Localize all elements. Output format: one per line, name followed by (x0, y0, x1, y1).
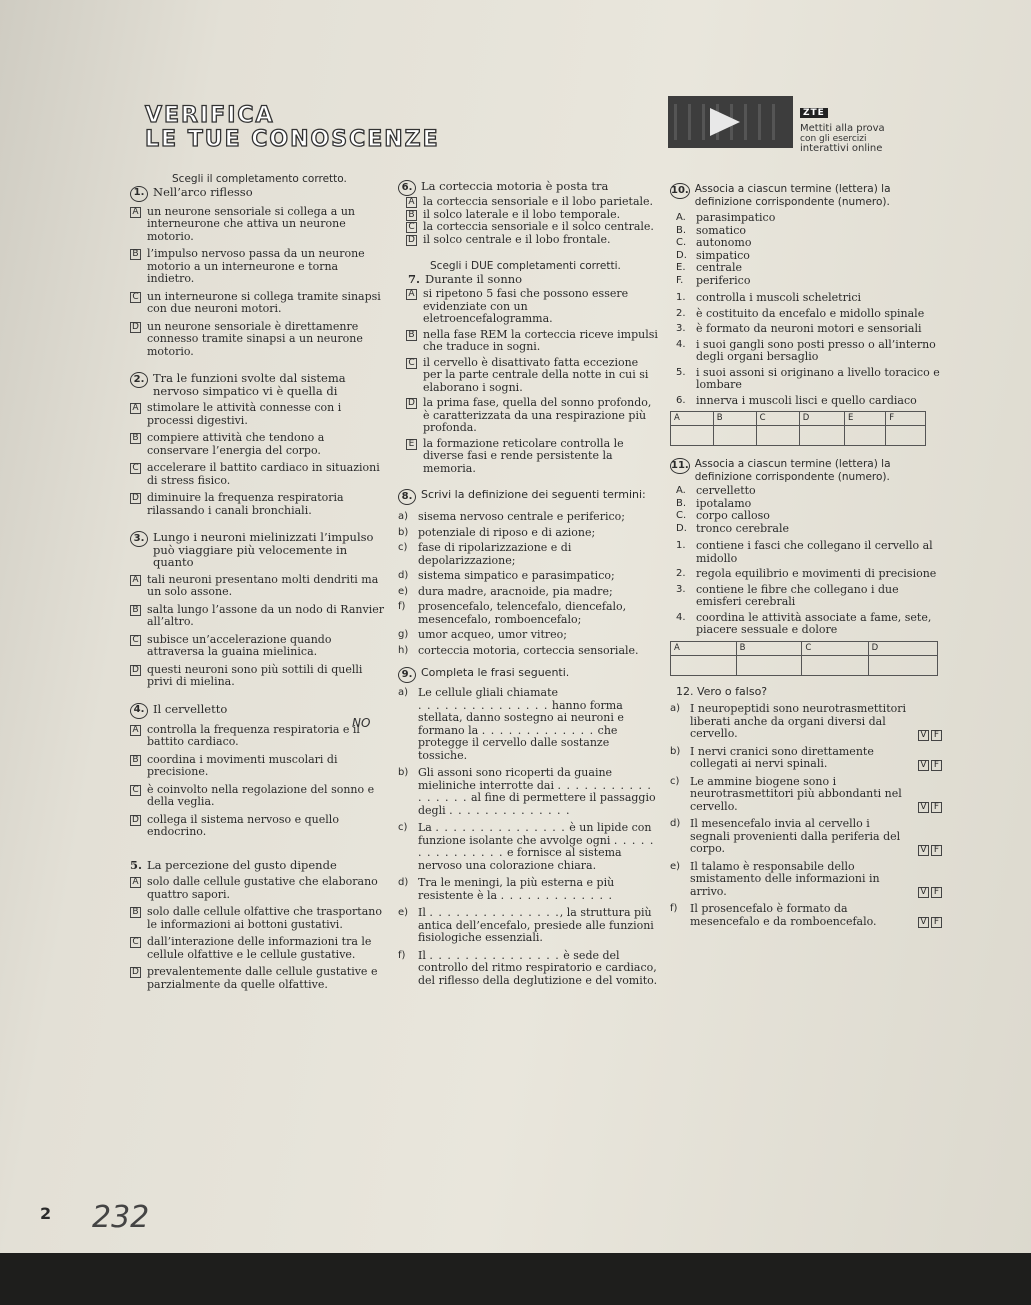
definition-term-item (398, 542, 660, 567)
title-le-tue-conoscenze: LE TUE CONOSCENZE (145, 127, 440, 152)
question-7: 7. Durante il sonno A si ripetono 5 fasi che possono essere evidenziate con un eletroencefalogramma. B nella fase REM la corteccia riceve impulsi che traduce in sogni. C il cervello è disattivato fatta eccezione per la parte centrale della notte in cui si elaborano i sogni. D la prima fase, quella del sonno profondo, è caratterizzata da una respirazione più profonda. E la formazione reticolare controlla le diverse fasi e rende persistente la memoria. (398, 273, 660, 476)
false-checkbox[interactable]: F (931, 802, 942, 813)
option-d[interactable]: D un neurone sensoriale è direttamenre connesso tramite sinapsi a un neurone motorio. (130, 321, 388, 359)
false-checkbox[interactable]: F (931, 845, 942, 856)
term-letter: B. (676, 224, 687, 236)
definition-term-item (398, 511, 660, 524)
true-checkbox[interactable]: V (918, 730, 929, 741)
true-checkbox[interactable]: V (918, 760, 929, 771)
option-b[interactable]: B coordina i movimenti muscolari di precisione. (130, 754, 388, 779)
item-letter: g) (398, 629, 409, 640)
column-1 (130, 173, 388, 991)
grid-answer-cell[interactable] (886, 426, 926, 446)
blank-field[interactable]: . . . . . . . . . . . . . . . (418, 698, 549, 712)
question-3: 3. Lungo i neuroni mielinizzati l’impulso può viaggiare più velocemente in quanto A tali neuroni presentano molti dendriti ma un solo assone. B salta lungo l’assone da un nodo di Ranvier all’altro. C subisce un’accelerazione quando attraversa la guaina mielinica. D questi neuroni sono più sottili di quelli privi di mielina. (130, 531, 388, 689)
blank-field[interactable]: . . . . . . . . . . . . . . . (429, 948, 560, 962)
sentence-d: d) Tra le meningi, la più esterna e più resistente è la . . . . . . . . . . . . . (398, 876, 615, 902)
grid-answer-cell[interactable] (868, 655, 937, 675)
definition-term-item (398, 527, 660, 540)
grid-answer-row (671, 655, 938, 675)
true-false-item (670, 703, 942, 741)
blank-field[interactable]: . . . . . . . . . . . . . . . (435, 821, 566, 834)
item-letter: c) (398, 542, 408, 553)
page-header (145, 104, 440, 152)
true-false-boxes (918, 844, 942, 856)
item-text: umor acqueo, umor vitreo; (418, 628, 568, 641)
definition-text: è formato da neuroni motori e sensoriali (696, 322, 922, 335)
grid-header-cell: B (713, 412, 756, 426)
item-text: fase di ripolarizzazione e di depolarizzazione; (418, 541, 572, 567)
item-text: I nervi cranici sono direttamente collegati ai nervi spinali. (690, 744, 874, 770)
definition-item (676, 395, 942, 408)
true-false-boxes (918, 729, 942, 741)
definition-number: 5. (676, 366, 686, 378)
question-10: 10. Associa a ciascun termine (lettera) la definizione corrispondente (numero). A. parasimpatico B. somatico C. autonomo D. simpatico E. centrale F. periferico 1. controlla i muscoli scheletrici 2. è costituito da encefalo e midollo spinale 3. è formato da neuroni motori e sensoriali 4. i suoi gangli sono posti presso o all’interno degli organi bersaglio 5. i suoi assoni si originano a livello toracico e lombare 6. innerva i muscoli lisci e quello cardiaco A B C D E F (670, 183, 942, 446)
definition-number: 4. (676, 338, 686, 350)
question-2: 2. Tra le funzioni svolte dal sistema nervoso simpatico vi è quella di A stimolare le attività connesse con i processi digestivi. B compiere attività che tendono a conservare l’energia del corpo. C accelerare il battito cardiaco in situazioni di stress fisico. D diminuire la frequenza respiratoria rilassando i canali bronchiali. (130, 372, 388, 517)
sentence-f: f) Il . . . . . . . . . . . . . . . è sede del controllo del ritmo respiratorio e cardiaco, del riflesso della deglutizione e del vomito. (398, 948, 658, 987)
true-checkbox[interactable]: V (918, 917, 929, 928)
option-b[interactable]: B l’impulso nervoso passa da un neurone motorio a un interneurone e torna indietro. (130, 248, 388, 286)
option-d[interactable]: D diminuire la frequenza respiratoria rilassando i canali bronchiali. (130, 492, 388, 517)
item-letter: d) (398, 570, 409, 581)
definition-item (676, 612, 942, 637)
term-item (676, 510, 942, 523)
definition-terms-list (398, 511, 660, 657)
instruction-choose-two: Scegli i DUE completamenti corretti. (430, 260, 621, 272)
grid-answer-cell[interactable] (713, 426, 756, 446)
grid-answer-cell[interactable] (802, 655, 868, 675)
sentence-a: a) Le cellule gliali chiamate . . . . . . . . . . . . . . . hanno forma stellata, danno sostegno ai neuroni e formano la . . . . . . . . . . . . . che protegge il cervello dalle sostanze tossiche. (398, 686, 624, 762)
grid-header-cell: A (671, 641, 737, 655)
question-9: 9. Completa le frasi seguenti. a) Le cellule gliali chiamate . . . . . . . . . . . . . . . hanno forma stellata, danno sostegno ai neuroni e formano la . . . . . . . . . . . . . che protegge il cervello dalle sostanze tossiche. b) Gli assoni sono ricoperti da guaine mieliniche interrotte dai . . . . . . . . . . . . . . . . . al fine di permettere il passaggio degli . . . . . . . . . . . . . . c) La . . . . . . . . . . . . . . . è un lipide con funzione isolante che avvolge ogni . . . . . . . . . . . . . . . e fornisce al sistema nervoso una colorazione chiara. d) Tra le meningi, la più esterna e più resistente è la . . . . . . . . . . . . . e) Il . . . . . . . . . . . . . . ., la struttura più antica dell’encefalo, presiede alle funzioni fisiologiche essenziali. f) Il . . . . . . . . . . . . . . . è sede del controllo del ritmo respiratorio e cardiaco, del riflesso della deglutizione e del vomito. (398, 667, 660, 987)
item-text: dura madre, aracnoide, pia madre; (418, 584, 613, 598)
false-checkbox[interactable]: F (931, 760, 942, 771)
option-a[interactable]: A la corteccia sensoriale e il lobo parietale. (406, 196, 660, 209)
term-text: corpo calloso (696, 509, 770, 522)
item-text: Il mesencefalo invia al cervello i segnali provenienti dalla periferia del corpo. (690, 817, 901, 855)
grid-answer-row (671, 426, 926, 446)
term-letter: D. (676, 249, 687, 261)
grid-header-cell: C (756, 412, 799, 426)
grid-header-cell: D (868, 641, 937, 655)
option-c[interactable]: C è coinvolto nella regolazione del sonno e della veglia. (130, 784, 388, 809)
option-b[interactable]: B compiere attività che tendono a conservare l’energia del corpo. (130, 432, 388, 457)
blank-field[interactable]: . . . . . . . . . . . . . (481, 723, 595, 737)
grid-answer-cell[interactable] (671, 655, 737, 675)
item-text: sistema simpatico e parasimpatico; (418, 569, 615, 582)
sentence-b: b) Gli assoni sono ricoperti da guaine mieliniche interrotte dai . . . . . . . . . . . . . . . . . al fine di permettere il passaggio degli . . . . . . . . . . . . . . (398, 766, 656, 817)
grid-header-cell: C (802, 641, 868, 655)
item-letter: a) (670, 703, 681, 714)
question-6: 6. La corteccia motoria è posta tra A la corteccia sensoriale e il lobo parietale. B il solco laterale e il lobo temporale. C la corteccia sensoriale e il solco centrale. D il solco centrale e il lobo frontale. (398, 180, 660, 246)
definition-term-item (398, 570, 660, 583)
blank-field[interactable]: . . . . . . . . . . . . . . . (429, 906, 560, 919)
grid-answer-cell[interactable] (844, 426, 885, 446)
sentence-c: c) La . . . . . . . . . . . . . . . è un lipide con funzione isolante che avvolge ogni . . . . . . . . . . . . . . . e fornisce al sistema nervoso una colorazione chiara. (398, 821, 655, 872)
term-letter: C. (676, 510, 687, 521)
term-text: parasimpatico (696, 211, 776, 224)
grid-answer-cell[interactable] (671, 426, 714, 446)
option-a[interactable]: A si ripetono 5 fasi che possono essere evidenziate con un eletroencefalogramma. (406, 288, 660, 326)
column-3 (670, 183, 942, 928)
item-text: Le ammine biogene sono i neurotrasmettitori più abbondanti nel cervello. (690, 774, 902, 813)
term-text: autonomo (696, 236, 752, 249)
item-text: corteccia motoria, corteccia sensoriale. (418, 643, 639, 657)
question-title: Nell’arco riflesso (153, 184, 253, 199)
grid-header-cell: A (671, 412, 714, 426)
item-letter: e) (398, 585, 409, 597)
option-d[interactable]: D collega il sistema nervoso e quello endocrino. (130, 814, 388, 839)
option-a[interactable]: A un neurone sensoriale si collega a un interneurone che attiva un neurone motorio. (130, 206, 388, 244)
blank-field[interactable]: . . . . . . . . . . . . . . (449, 803, 571, 817)
definition-term-item (398, 629, 660, 642)
true-false-item (670, 746, 942, 771)
false-checkbox[interactable]: F (931, 730, 942, 741)
item-text: Il prosencefalo è formato da mesencefalo e da romboencefalo. (690, 902, 877, 928)
definition-item (676, 584, 942, 609)
item-letter: h) (398, 644, 409, 656)
item-text: potenziale di riposo e di azione; (418, 525, 596, 539)
term-text: ipotalamo (696, 496, 752, 510)
option-c[interactable]: C subisce un’accelerazione quando attraversa la guaina mielinica. (130, 634, 388, 659)
definition-text: i suoi gangli sono posti presso o all’interno degli organi bersaglio (696, 337, 936, 363)
question-title: 12. Vero o falso? (676, 684, 768, 698)
definition-term-item (398, 645, 660, 658)
question-12 (670, 686, 942, 929)
question-1 (130, 186, 388, 359)
term-letter: D. (676, 522, 687, 534)
question-11: 11. Associa a ciascun termine (lettera) la definizione corrispondente (numero). A. cervelletto B. ipotalamo C. corpo calloso D. tronco cerebrale 1. contiene i fasci che collegano il cervello al midollo 2. regola equilibrio e movimenti di precisione 3. contiene le fibre che collegano i due emisferi cerebrali 4. coordina le attività associate a fame, sete, piacere sessuale e dolore A B C D (670, 458, 942, 676)
column-2 (398, 180, 660, 987)
definition-text: i suoi assoni si originano a livello toracico e lombare (696, 365, 940, 391)
option-c[interactable]: C il cervello è disattivato fatta eccezione per la parte centrale della notte in cui si elaborano i sogni. (406, 357, 660, 395)
answer-grid (670, 641, 938, 676)
term-item (676, 212, 942, 225)
option-d[interactable]: D questi neuroni sono più sottili di quelli privi di mielina. (130, 664, 388, 689)
question-8: 8. Scrivi la definizione dei seguenti termini: a) sisema nervoso centrale e periferico; b) potenziale di riposo e di azione; c) fase di ripolarizzazione e di depolarizzazione; d) sistema simpatico e parasimpatico; e) dura madre, aracnoide, pia madre; f) prosencefalo, telencefalo, diencefalo, mesencefalo, romboencefalo; g) umor acqueo, umor vitreo; h) corteccia motoria, corteccia sensoriale. (398, 489, 660, 657)
title-verifica: VERIFICA (145, 103, 275, 128)
definition-number: 2. (676, 307, 686, 319)
definition-text: contiene le fibre che collegano i due emisferi cerebrali (696, 582, 899, 608)
definition-number: 3. (676, 323, 686, 334)
play-arrow-icon (710, 108, 740, 136)
term-letter: E. (676, 262, 686, 273)
handwritten-number: 232 (92, 1200, 150, 1235)
item-text: I neuropeptidi sono neurotrasmettitori liberati anche da organi diversi dal cervello. (690, 702, 907, 740)
grid-header-row (671, 412, 926, 426)
option-c[interactable]: C accelerare il battito cardiaco in situazioni di stress fisico. (130, 462, 388, 487)
blank-field[interactable]: . . . . . . . . . . . . . . . (418, 833, 655, 859)
definition-text: innerva i muscoli lisci e quello cardiaco (696, 393, 917, 407)
item-letter: b) (670, 745, 681, 757)
blank-field[interactable]: . . . . . . . . . . . . . . . . . (418, 778, 652, 804)
option-b[interactable]: B solo dalle cellule olfattive che trasportano le informazioni ai bottoni gustativi. (130, 906, 388, 931)
interactive-banner-image (668, 96, 793, 148)
definition-item (676, 540, 942, 565)
definition-number: 6. (676, 394, 686, 406)
true-false-item (670, 818, 942, 856)
definition-item (676, 292, 942, 305)
page-number: 2 (40, 1204, 52, 1223)
definition-item (676, 339, 942, 364)
grid-header-cell: F (886, 412, 926, 426)
item-letter: e) (670, 860, 681, 872)
false-checkbox[interactable]: F (931, 917, 942, 928)
grid-header-cell: E (844, 412, 885, 426)
term-letter: F. (676, 274, 684, 286)
definition-number: 2. (676, 568, 686, 579)
term-letter: A. (676, 212, 686, 223)
handwritten-note: NO (352, 716, 371, 730)
item-letter: a) (398, 511, 409, 522)
option-c[interactable]: C la corteccia sensoriale e il solco centrale. (406, 221, 660, 234)
definitions-list (670, 292, 942, 407)
answer-grid (670, 411, 926, 446)
option-a[interactable]: A controlla la frequenza respiratoria e il battito cardiaco. (130, 724, 388, 749)
online-exercises-note: Mettiti alla prova con gli esercizi interattivi online (800, 123, 885, 154)
zte-badge: ZTE (800, 108, 828, 118)
item-letter: c) (670, 775, 680, 787)
option-a[interactable]: A solo dalle cellule gustative che elaborano quattro sapori. (130, 876, 388, 901)
option-b[interactable]: B salta lungo l’assone da un nodo di Ranvier all’altro. (130, 604, 388, 629)
definition-number: 1. (676, 292, 686, 303)
terms-list (670, 212, 942, 287)
item-text: Il talamo è responsabile dello smistamento delle informazioni in arrivo. (690, 859, 880, 898)
definitions-list (670, 540, 942, 637)
instruction-choose: Scegli il completamento corretto. (172, 173, 347, 185)
option-e[interactable]: E la formazione reticolare controlla le diverse fasi e rende persistente la memoria. (406, 438, 660, 476)
item-letter: d) (670, 818, 681, 829)
terms-list (670, 485, 942, 535)
term-text: simpatico (696, 248, 750, 262)
grid-answer-cell[interactable] (756, 426, 799, 446)
definition-text: regola equilibrio e movimenti di precisione (696, 567, 937, 580)
true-false-item (670, 776, 942, 814)
term-item (676, 262, 942, 275)
definition-item (676, 367, 942, 392)
option-c[interactable]: C un interneurone si collega tramite sinapsi con due neuroni motori. (130, 291, 388, 316)
definition-term-item (398, 586, 660, 599)
grid-header-row (671, 641, 938, 655)
dark-bottom-edge (0, 1253, 1031, 1305)
true-false-boxes (918, 801, 942, 813)
grid-header-cell: D (799, 412, 844, 426)
item-letter: f) (398, 601, 406, 612)
term-text: centrale (696, 261, 743, 274)
option-a[interactable]: A tali neuroni presentano molti dendriti ma un solo assone. (130, 574, 388, 599)
true-checkbox[interactable]: V (918, 845, 929, 856)
true-false-boxes (918, 916, 942, 928)
true-checkbox[interactable]: V (918, 887, 929, 898)
option-b[interactable]: B il solco laterale e il lobo temporale. (406, 209, 660, 222)
grid-answer-cell[interactable] (736, 655, 802, 675)
item-letter: b) (398, 526, 409, 538)
definition-item (676, 568, 942, 581)
option-d[interactable]: D il solco centrale e il lobo frontale. (406, 234, 660, 247)
blank-field[interactable]: . . . . . . . . . . . . . (500, 888, 614, 902)
item-letter: f) (670, 903, 678, 914)
true-false-item (670, 903, 942, 928)
true-checkbox[interactable]: V (918, 802, 929, 813)
true-false-item (670, 861, 942, 899)
item-text: sisema nervoso centrale e periferico; (418, 510, 625, 523)
term-letter: C. (676, 237, 687, 248)
option-c[interactable]: C dall’interazione delle informazioni tra le cellule olfattive e le cellule gustative. (130, 936, 388, 961)
definition-text: contiene i fasci che collegano il cervello al midollo (696, 539, 933, 565)
option-a[interactable]: A stimolare le attività connesse con i processi digestivi. (130, 402, 388, 427)
definition-number: 3. (676, 583, 686, 595)
term-item (676, 523, 942, 536)
grid-header-cell: B (736, 641, 802, 655)
definition-number: 1. (676, 540, 686, 551)
question-number: 1. (130, 186, 148, 202)
sentence-e: e) Il . . . . . . . . . . . . . . ., la struttura più antica dell’encefalo, presiede alle funzioni fisiologiche essenziali. (398, 906, 654, 944)
true-false-boxes (918, 886, 942, 898)
false-checkbox[interactable]: F (931, 887, 942, 898)
term-text: cervelletto (696, 484, 756, 497)
definition-item (676, 308, 942, 321)
definition-text: coordina le attività associate a fame, sete, piacere sessuale e dolore (696, 610, 932, 636)
item-text: prosencefalo, telencefalo, diencefalo, mesencefalo, romboencefalo; (418, 600, 627, 626)
option-d[interactable]: D la prima fase, quella del sonno profondo, è caratterizzata da una respirazione più profonda. (406, 397, 660, 435)
definition-text: è costituito da encefalo e midollo spinale (696, 306, 925, 320)
term-text: somatico (696, 223, 746, 237)
true-false-boxes (918, 759, 942, 771)
option-d[interactable]: D prevalentemente dalle cellule gustative e parzialmente da quelle olfattive. (130, 966, 388, 991)
term-item (676, 485, 942, 498)
term-item (676, 237, 942, 250)
term-letter: A. (676, 485, 686, 496)
term-letter: B. (676, 497, 687, 509)
grid-answer-cell[interactable] (799, 426, 844, 446)
term-text: periferico (696, 273, 751, 287)
definition-item (676, 323, 942, 336)
definition-term-item (398, 601, 660, 626)
option-b[interactable]: B nella fase REM la corteccia riceve impulsi che traduce in sogni. (406, 329, 660, 354)
definition-number: 4. (676, 611, 686, 623)
true-false-list (670, 703, 942, 928)
definition-text: controlla i muscoli scheletrici (696, 291, 862, 304)
term-item (676, 275, 942, 288)
term-text: tronco cerebrale (696, 521, 789, 535)
question-4: 4. Il cervelletto A controlla la frequenza respiratoria e il battito cardiaco. B coordina i movimenti muscolari di precisione. C è coinvolto nella regolazione del sonno e della veglia. D collega il sistema nervoso e quello endocrino. (130, 703, 388, 839)
question-5: 5. La percezione del gusto dipende A solo dalle cellule gustative che elaborano quattro sapori. B solo dalle cellule olfattive che trasportano le informazioni ai bottoni gustativi. C dall’interazione delle informazioni tra le cellule olfattive e le cellule gustative. D prevalentemente dalle cellule gustative e parzialmente da quelle olfattive. (130, 859, 388, 992)
